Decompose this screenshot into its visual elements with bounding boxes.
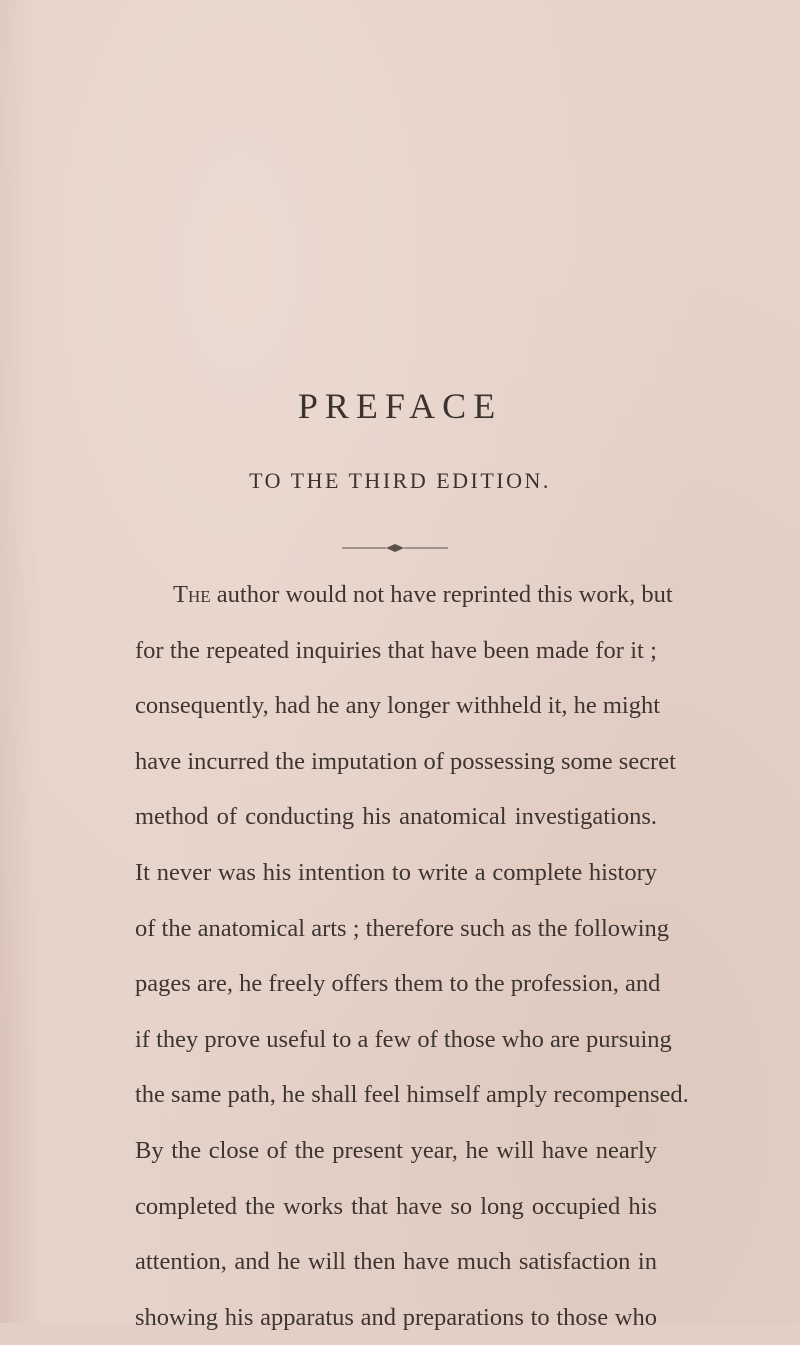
page-title: PREFACE (297, 386, 503, 426)
text-line: the same path, he shall feel himself amply recompensed. (135, 1081, 689, 1109)
text-line: consequently, had he any longer withheld it, he might (135, 692, 661, 720)
page-subtitle: TO THE THIRD EDITION. (249, 468, 551, 493)
decorative-rule-icon (340, 542, 450, 554)
text-line: completed the works that have so long occupied his (135, 1192, 657, 1220)
text-line: The author would not have reprinted this work, but (173, 581, 673, 608)
preface-body (135, 567, 689, 1345)
text-line: method of conducting his anatomical investigations. (135, 803, 657, 831)
text-line: pages are, he freely offers them to the profession, and (135, 970, 661, 998)
text-line: By the close of the present year, he will have nearly (135, 1136, 657, 1164)
text-line: for the repeated inquiries that have been made for it ; (135, 636, 657, 664)
drop-word: The (173, 581, 211, 608)
text-line: It never was his intention to write a complete history (135, 858, 657, 886)
text-line: of the anatomical arts ; therefore such as the following (135, 914, 670, 942)
text-line: if they prove useful to a few of those who are pursuing (135, 1025, 672, 1053)
text-line: have incurred the imputation of possessing some secret (135, 747, 676, 775)
text-line: attention, and he will then have much satisfaction in (135, 1248, 657, 1276)
text-line: showing his apparatus and preparations to those who (135, 1303, 657, 1331)
